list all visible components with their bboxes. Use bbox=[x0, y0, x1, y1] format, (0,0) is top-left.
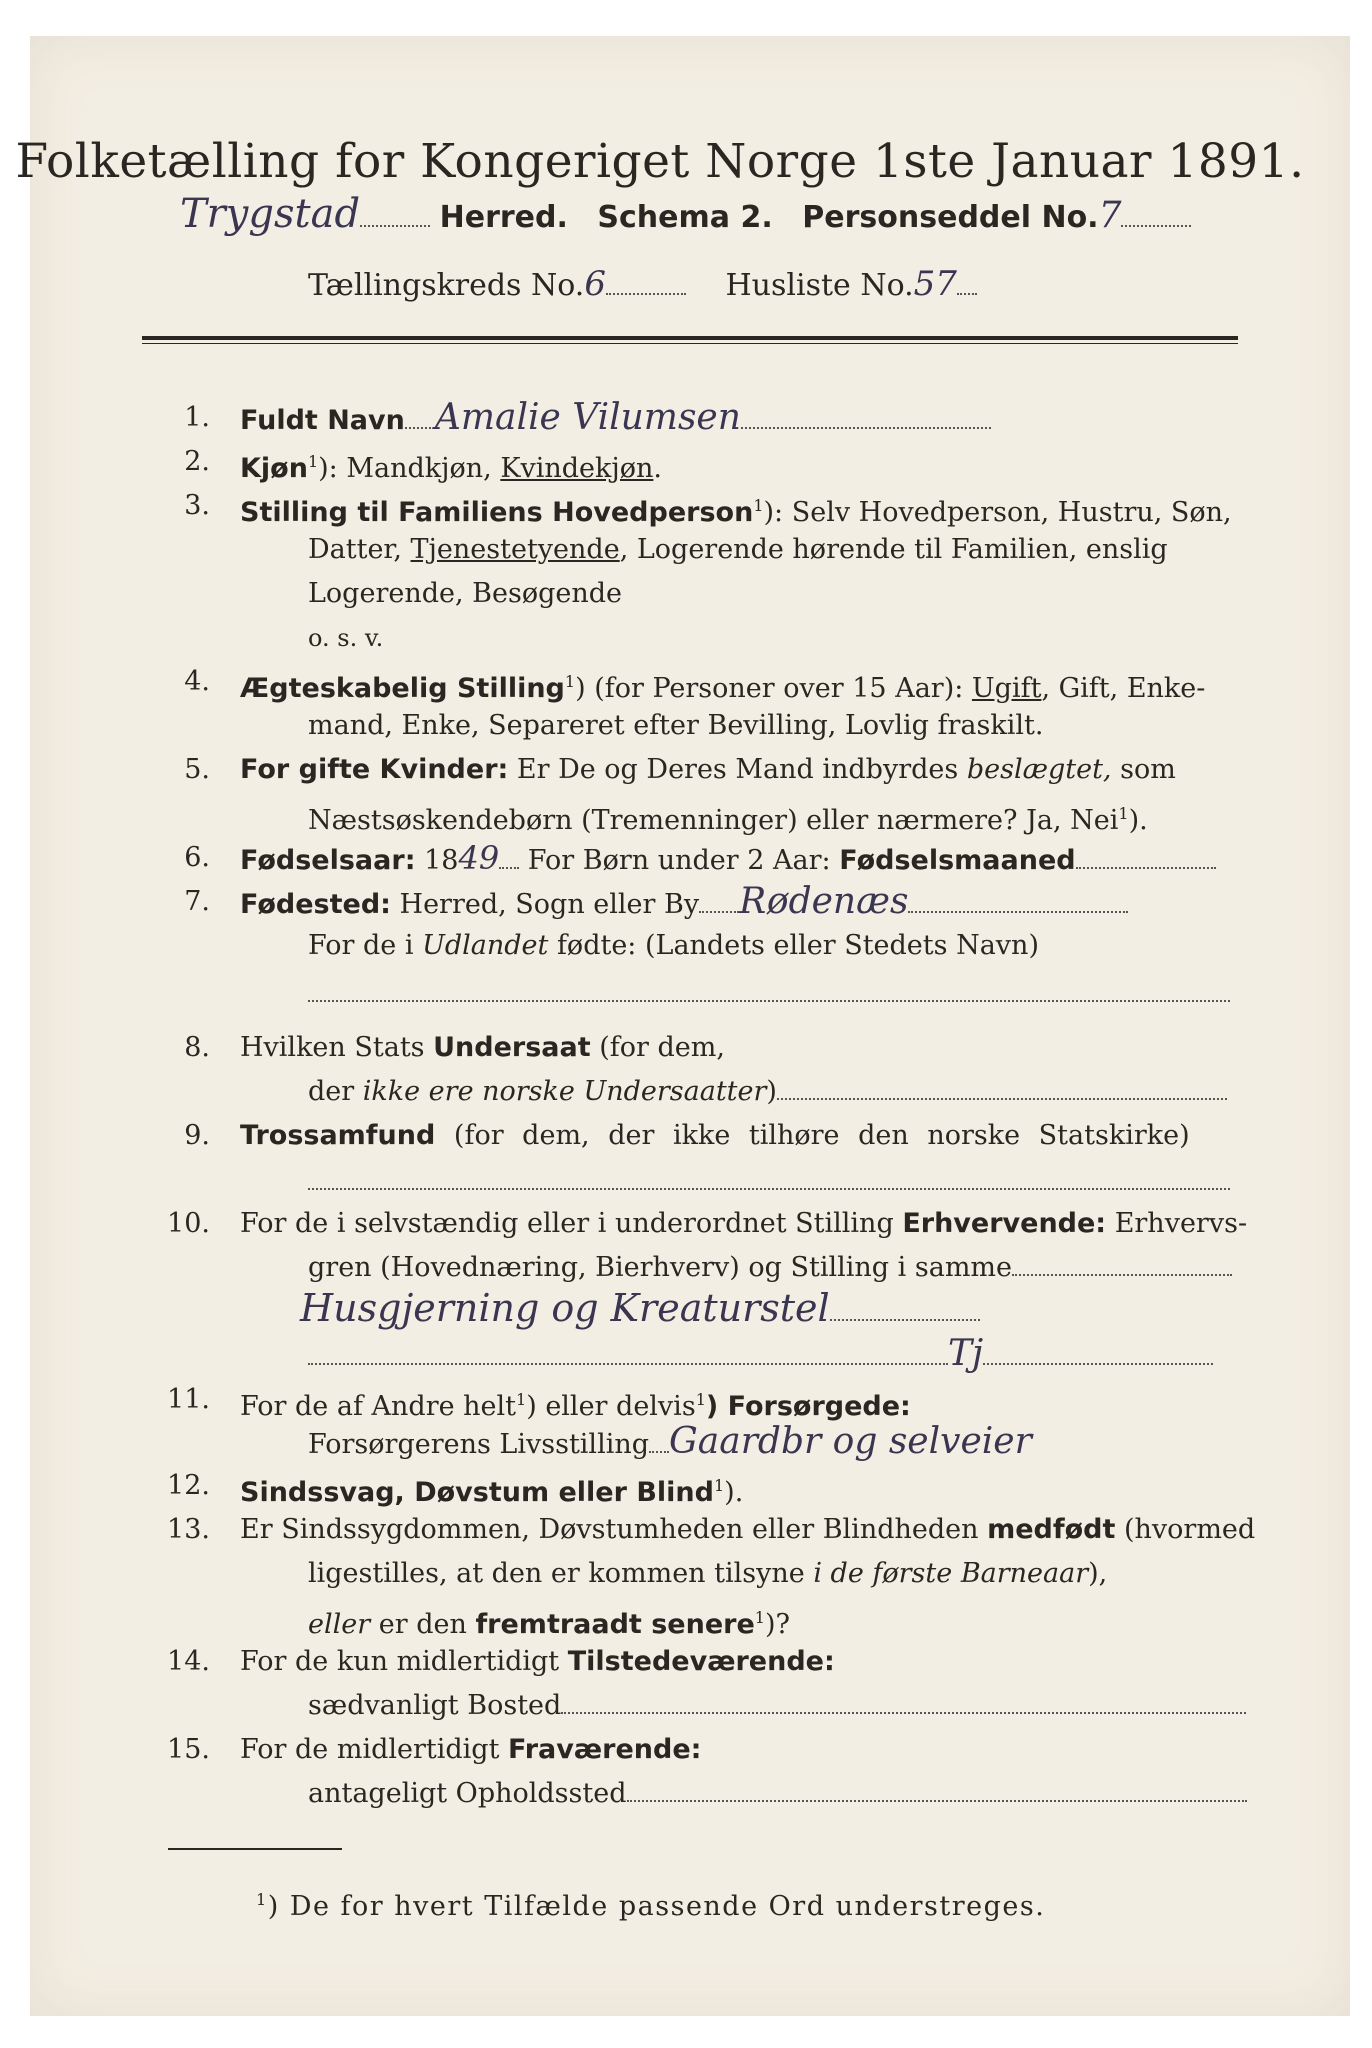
q10-value-2: Tj bbox=[948, 1333, 984, 1374]
q13-text-a: Er Sindssygdommen, Døvstumheden eller Blindheden bbox=[240, 1514, 988, 1545]
q6-rest-b: Fødselsmaaned bbox=[839, 845, 1076, 876]
q5-row-2: Næstsøskendebørn (Tremenninger) eller nærmere? Ja, Nei$^1$). bbox=[308, 804, 1148, 836]
q4-underlined-option: Ugift bbox=[971, 673, 1042, 704]
q10-row-1 bbox=[240, 1206, 1247, 1242]
q3-line2a: Datter, bbox=[308, 534, 411, 565]
q15-line2: antageligt Opholdssted bbox=[308, 1778, 627, 1809]
q2-number: 2. bbox=[184, 446, 210, 477]
q11-row-1: For de af Andre helt$^1$) eller delvis$^1$) Forsørgede: bbox=[240, 1390, 911, 1422]
q13-row-2 bbox=[308, 1556, 1107, 1592]
q13-line3d: )? bbox=[764, 1609, 790, 1640]
personseddel-label: Personseddel No. bbox=[802, 200, 1099, 235]
q3-row-2 bbox=[308, 532, 1168, 568]
q3-row-3: Logerende, Besøgende bbox=[308, 578, 622, 609]
q5-line2b: ). bbox=[1128, 805, 1148, 836]
q15-row-2 bbox=[308, 1776, 1247, 1812]
q10-text-a: For de i selvstændig eller i underordnet Stilling bbox=[240, 1208, 903, 1239]
q7-text: Herred, Sogn eller By bbox=[390, 889, 700, 920]
q3-row-4: o. s. v. bbox=[308, 624, 384, 652]
header-rule-thick bbox=[142, 336, 1238, 340]
form-title: Folketælling for Kongeriget Norge 1ste Januar 1891. bbox=[15, 134, 1305, 189]
q9-text: (for dem, der ikke tilhøre den norske Statskirke) bbox=[435, 1120, 1190, 1151]
q10-row-3 bbox=[300, 1286, 980, 1331]
schema-label: Schema 2. bbox=[597, 200, 773, 235]
q6-rest-a: For Børn under 2 Aar: bbox=[519, 845, 840, 876]
q8-number: 8. bbox=[184, 1032, 210, 1063]
q10-row-4 bbox=[308, 1333, 1213, 1375]
header-herred-row bbox=[180, 191, 1191, 237]
q13-line2c: ), bbox=[1088, 1558, 1108, 1589]
q3-row-1: Stilling til Familiens Hovedperson$^1$): Selv Hovedperson, Hustru, Søn, bbox=[240, 496, 1232, 528]
q10-number: 10. bbox=[167, 1208, 210, 1239]
q1-row bbox=[240, 397, 991, 439]
taellingskreds-label: Tællingskreds No. bbox=[308, 268, 585, 303]
header-kreds-row bbox=[308, 266, 977, 304]
q11-line2: Forsørgerens Livsstilling bbox=[308, 1429, 650, 1460]
q5-row-1 bbox=[240, 752, 1176, 788]
q10-value-1: Husgjerning og Kreaturstel bbox=[300, 1286, 830, 1330]
q2-end: . bbox=[653, 453, 662, 484]
q7-blank-line bbox=[308, 976, 1230, 1012]
q2-underlined-option: Kvindekjøn bbox=[500, 453, 654, 484]
q10-line2: gren (Hovednæring, Bierhverv) og Stilling i samme bbox=[308, 1252, 1013, 1283]
q14-row-1 bbox=[240, 1644, 835, 1680]
q2-text: ): Mandkjøn, bbox=[318, 453, 501, 484]
q10-label: Erhvervende: bbox=[902, 1208, 1107, 1239]
q11-row-2 bbox=[308, 1421, 1032, 1463]
q12-label: Sindssvag, Døvstum eller Blind bbox=[240, 1477, 714, 1508]
q13-text-b: (hvormed bbox=[1115, 1514, 1256, 1545]
q5-label: For gifte Kvinder: bbox=[240, 754, 509, 785]
q2-label: Kjøn bbox=[240, 453, 308, 484]
q10-row-2 bbox=[308, 1250, 1232, 1286]
q8-label: Undersaat bbox=[433, 1032, 591, 1063]
footnote-text: De for hvert Tilfælde passende Ord understreges. bbox=[289, 1891, 1046, 1922]
q1-value: Amalie Vilumsen bbox=[434, 397, 741, 438]
q9-blank-line bbox=[308, 1164, 1230, 1200]
q12-number: 12. bbox=[167, 1470, 210, 1501]
q6-number: 6. bbox=[184, 842, 210, 873]
q11-label: ) Forsørgede: bbox=[705, 1391, 911, 1422]
herred-value: Trygstad bbox=[180, 191, 361, 237]
q14-line2: sædvanligt Bosted bbox=[308, 1690, 562, 1721]
q4-number: 4. bbox=[184, 666, 210, 697]
herred-label: Herred. bbox=[439, 200, 568, 235]
q5-number: 5. bbox=[184, 754, 210, 785]
q6-prefix: 18 bbox=[415, 845, 459, 876]
q7-label: Fødested: bbox=[240, 889, 391, 920]
q11-value: Gaardbr og selveier bbox=[669, 1421, 1032, 1462]
taellingskreds-value: 6 bbox=[584, 264, 606, 304]
q9-number: 9. bbox=[184, 1120, 210, 1151]
q8-line2a: der bbox=[308, 1076, 363, 1107]
q13-number: 13. bbox=[167, 1514, 210, 1545]
q3-label: Stilling til Familiens Hovedperson bbox=[240, 497, 754, 528]
q14-number: 14. bbox=[167, 1646, 210, 1677]
q5-line1a: Er De og Deres Mand indbyrdes bbox=[508, 754, 967, 785]
q7-value: Rødenæs bbox=[739, 881, 909, 922]
q4-row-1: Ægteskabelig Stilling$^1$) (for Personer over 15 Aar): Ugift, Gift, Enke- bbox=[240, 672, 1206, 704]
q14-row-2 bbox=[308, 1688, 1246, 1724]
q13-line2a: ligestilles, at den er kommen tilsyne bbox=[308, 1558, 814, 1589]
q4-row-2: mand, Enke, Separeret efter Bevilling, Lovlig fraskilt. bbox=[308, 710, 1044, 741]
header-rule-thin bbox=[142, 343, 1238, 344]
q15-label: Fraværende: bbox=[508, 1734, 702, 1765]
q7-line2b: Udlandet bbox=[422, 930, 549, 961]
q7-row-1 bbox=[240, 881, 1128, 923]
q12-end: ). bbox=[724, 1477, 744, 1508]
q1-label: Fuldt Navn bbox=[240, 405, 405, 436]
q10-text-b: Erhvervs- bbox=[1106, 1208, 1248, 1239]
q13-line2b: i de første Barneaar bbox=[813, 1558, 1089, 1589]
q7-number: 7. bbox=[184, 886, 210, 917]
q8-text-a: Hvilken Stats bbox=[240, 1032, 434, 1063]
q6-label: Fødselsaar: bbox=[240, 845, 416, 876]
husliste-value: 57 bbox=[913, 264, 957, 304]
q15-number: 15. bbox=[167, 1734, 210, 1765]
q8-line2b: ikke ere norske Undersaatter bbox=[362, 1076, 767, 1107]
q4-line1a: ) (for Personer over 15 Aar): bbox=[575, 673, 972, 704]
q5-line1c: som bbox=[1111, 754, 1176, 785]
q3-line2c: , Logerende hørende til Familien, enslig bbox=[619, 534, 1168, 565]
q8-text-b: (for dem, bbox=[590, 1032, 725, 1063]
q13-line3a: eller bbox=[308, 1609, 371, 1640]
q8-line2c: ) bbox=[766, 1076, 777, 1107]
q13-row-1 bbox=[240, 1512, 1255, 1548]
q7-row-2 bbox=[308, 928, 1039, 964]
husliste-label: Husliste No. bbox=[725, 268, 914, 303]
q14-text: For de kun midlertidigt bbox=[240, 1646, 568, 1677]
personseddel-value: 7 bbox=[1098, 195, 1122, 236]
q13-row-3: eller er den fremtraadt senere$^1$)? bbox=[308, 1608, 790, 1640]
q13-label: medfødt bbox=[987, 1514, 1116, 1545]
q7-line2a: For de i bbox=[308, 930, 423, 961]
q11-number: 11. bbox=[167, 1384, 210, 1415]
q8-row-2 bbox=[308, 1074, 1227, 1110]
q15-row-1 bbox=[240, 1732, 701, 1768]
q11-text-a: For de af Andre helt bbox=[240, 1391, 517, 1422]
q7-line2c: fødte: (Landets eller Stedets Navn) bbox=[548, 930, 1039, 961]
q4-label: Ægteskabelig Stilling bbox=[240, 673, 565, 704]
q13-line3c: fremtraadt senere bbox=[475, 1609, 755, 1640]
footnote: $^1$) De for hvert Tilfælde passende Ord understreges. bbox=[256, 1890, 1046, 1922]
q3-underlined-option: Tjenestetyende bbox=[410, 534, 620, 565]
q1-number: 1. bbox=[184, 402, 210, 433]
q2-row: Kjøn$^1$): Mandkjøn, Kvindekjøn. bbox=[240, 452, 662, 484]
q13-line3b: er den bbox=[370, 1609, 476, 1640]
q8-row-1 bbox=[240, 1030, 725, 1066]
q9-row bbox=[240, 1118, 1190, 1154]
q5-line2: Næstsøskendebørn (Tremenninger) eller nærmere? Ja, Nei bbox=[308, 805, 1119, 836]
q14-label: Tilstedeværende: bbox=[567, 1646, 835, 1677]
footnote-rule bbox=[168, 1848, 342, 1850]
q6-value: 49 bbox=[458, 839, 500, 877]
q4-line1c: , Gift, Enke- bbox=[1041, 673, 1206, 704]
q5-line1b: beslægtet, bbox=[966, 754, 1112, 785]
q6-row bbox=[240, 840, 1216, 879]
q9-label: Trossamfund bbox=[240, 1120, 436, 1151]
q3-line1: ): Selv Hovedperson, Hustru, Søn, bbox=[763, 497, 1232, 528]
q3-number: 3. bbox=[184, 490, 210, 521]
q11-text-b: ) eller delvis bbox=[526, 1391, 696, 1422]
q12-row: Sindssvag, Døvstum eller Blind$^1$). bbox=[240, 1476, 744, 1508]
q15-text: For de midlertidigt bbox=[240, 1734, 509, 1765]
